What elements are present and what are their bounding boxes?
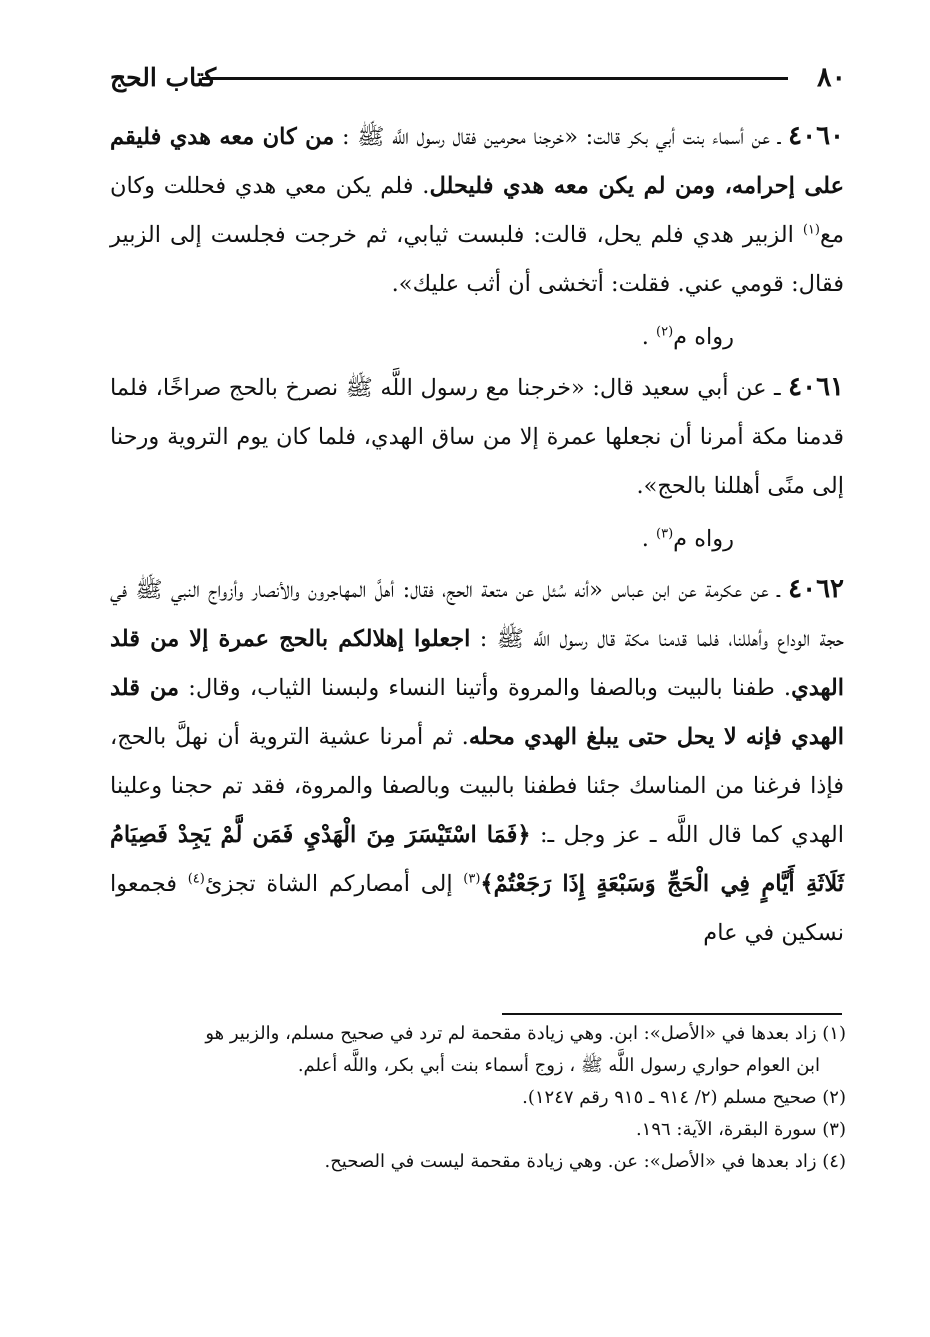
footnote-ref: (١) <box>802 222 820 238</box>
footnote-4: (٤) زاد بعدها في «الأصل»: عن. وهي زيادة مقحمة ليست في الصحيح. <box>324 1151 846 1172</box>
hadith-4061 <box>110 363 844 511</box>
hadith-text: الزبير هدي فلم يحل، قالت: فلبست ثيابي، ثم خرجت فجلست إلى الزبير فقال: قومي عني. فقلت: أتخشى أن أثب عليك». <box>110 222 844 297</box>
page-header <box>110 58 846 98</box>
header-rule <box>202 77 788 80</box>
hadith-number: ٤٠٦٢ <box>788 574 844 604</box>
running-title: كتاب الحج <box>110 63 217 92</box>
footnote-ref: (٣) <box>656 526 674 542</box>
hadith-text: فجمعوا نسكين في عام <box>110 871 844 946</box>
riwaya-line <box>110 521 844 557</box>
riwaya-end: . <box>641 526 656 552</box>
footnote-3: (٣) سورة البقرة، الآية: ١٩٦. <box>635 1119 846 1140</box>
riwaya-end: . <box>641 324 656 350</box>
footnote-ref: (٣) <box>463 871 481 887</box>
page-number: ٨٠ <box>816 62 846 93</box>
hadith-text: ـ عن أبي سعيد قال: «خرجنا مع رسول اللَّه ﷺ نصرخ بالحج صراخًا، فلما قدمنا مكة أمرنا أن نجعلها عمرة إلا من ساق الهدي، فلما كان يوم التروية ورحنا إلى منًى أهللنا بالحج». <box>110 375 844 499</box>
hadith-text: ـ عن عكرمة عن ابن عباس «أنه سُئل عن متعة الحج، فقال: أهلَّ المهاجرون والأنصار وأزواج النبي ﷺ في حجة الوداع وأهللنا، فلما قدمنا مكة قال رسول اللَّه ﷺ : <box>110 577 845 652</box>
hadith-text: ـ عن أسماء بنت أبي بكر قالت: «خرجنا محرمين فقال رسول اللَّه ﷺ : <box>334 124 789 150</box>
footnote-rule <box>502 1013 842 1015</box>
riwaya-text: رواه م <box>673 526 734 552</box>
hadith-number: ٤٠٦١ <box>788 372 844 402</box>
hadith-number: ٤٠٦٠ <box>788 121 844 151</box>
hadith-text: . ثم أمرنا عشية التروية أن نهلَّ بالحج، فإذا فرغنا من المناسك جئنا فطفنا بالبيت وبالصفا والمروة، فقد تم حجنا وعلينا الهدي كما قال اللَّه ـ عز وجل ـ: <box>110 724 845 848</box>
hadith-text: . فلم يكن معي هدي فحللت وكان مع <box>110 173 844 248</box>
footnote-1: (١) زاد بعدها في «الأصل»: ابن. وهي زيادة مقحمة لم ترد في صحيح مسلم، والزبير هو <box>205 1023 846 1044</box>
footnote-ref: (٤) <box>187 871 205 887</box>
prophetic-saying: من كان معه هدي فليقم على إحرامه، ومن لم يكن معه هدي فليحلل <box>110 124 844 199</box>
footnote-2: (٢) صحيح مسلم (٢/ ٩١٤ ـ ٩١٥ رقم ١٢٤٧). <box>522 1087 846 1108</box>
hadith-text: . طفنا بالبيت وبالصفا والمروة وأتينا النساء ولبسنا الثياب، وقال: <box>179 675 792 701</box>
page-body <box>110 112 844 958</box>
footnotes <box>110 1018 846 1178</box>
hadith-4062 <box>110 565 844 958</box>
riwaya-text: رواه م <box>673 324 734 350</box>
footnote-ref: (٢) <box>656 324 674 340</box>
hadith-text: إلى أمصاركم الشاة تجزئ <box>204 871 464 897</box>
hadith-4060 <box>110 112 844 309</box>
prophetic-saying: اجعلوا إهلالكم بالحج عمرة إلا من قلد الهدي <box>110 626 844 701</box>
prophetic-saying: من قلد الهدي فإنه لا يحل حتى يبلغ الهدي محله <box>110 675 844 750</box>
quran-verse: ﴿فَمَا اسْتَيْسَرَ مِنَ الْهَدْيِ فَمَن لَّمْ يَجِدْ فَصِيَامُ ثَلَاثَةِ أَيَّامٍ فِي الْحَجِّ وَسَبْعَةٍ إِذَا رَجَعْتُمْ﴾ <box>110 822 845 897</box>
riwaya-line <box>110 319 844 355</box>
footnote-1-continued: ابن العوام حواري رسول اللَّه ﷺ ، زوج أسماء بنت أبي بكر، واللَّه أعلم. <box>297 1055 820 1076</box>
